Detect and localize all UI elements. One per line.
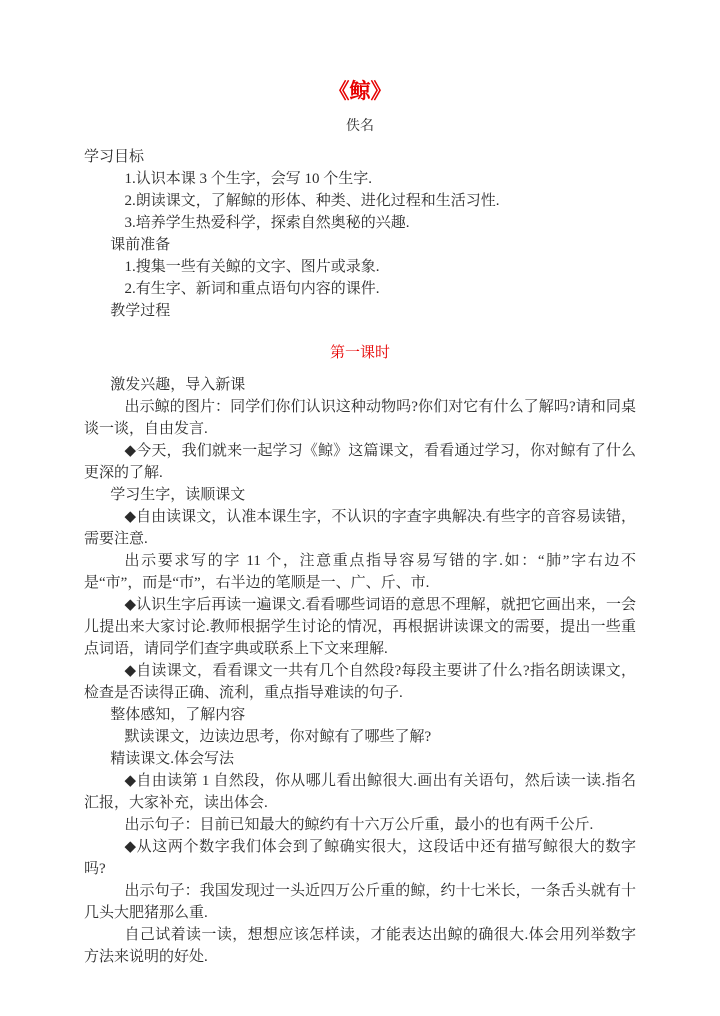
session-title: 第一课时 xyxy=(329,345,390,361)
blank-line xyxy=(84,322,636,342)
body-paragraph: ◆从这两个数字我们体会到了鲸确实很大，这段话中还有描写鲸很大的数字吗? xyxy=(84,839,636,877)
body-paragraph: 默读课文，边读边思考，你对鲸有了哪些了解? xyxy=(124,729,432,745)
body-paragraph: ◆自由读第 1 自然段，你从哪儿看出鲸很大.画出有关语句，然后读一读.指名汇报，大家补充，读出体会. xyxy=(84,773,636,811)
body-paragraph: ◆今天，我们就来一起学习《鲸》这篇课文，看看通过学习，你对鲸有了什么更深的了解. xyxy=(84,443,636,481)
body-paragraph: ◆自读课文，看看课文一共有几个自然段?每段主要讲了什么?指名朗读课文，检查是否读得正确、流利，重点指导难读的句子. xyxy=(84,663,636,701)
body-paragraph: 自己试着读一读，想想应该怎样读，才能表达出鲸的确很大.体会用列举数字方法来说明的好处. xyxy=(84,927,636,965)
section-heading: 激发兴趣，导入新课 xyxy=(110,377,246,393)
document-author: 佚名 xyxy=(346,119,374,134)
body-paragraph: ◆自由读课文，认准本课生字，不认识的字查字典解决.有些字的音容易读错，需要注意. xyxy=(84,509,636,547)
prep-item: 1.搜集一些有关鲸的文字、图片或录象. xyxy=(124,259,380,275)
section-heading: 整体感知，了解内容 xyxy=(110,707,246,723)
goals-heading: 学习目标 xyxy=(84,149,145,165)
process-heading: 教学过程 xyxy=(110,303,171,319)
goal-item: 2.朗读课文，了解鲸的形体、种类、进化过程和生活习性. xyxy=(124,193,500,209)
body-paragraph: 出示句子：目前已知最大的鲸约有十六万公斤重，最小的也有两千公斤. xyxy=(124,817,594,833)
body-paragraph: ◆认识生字后再读一遍课文.看看哪些词语的意思不理解，就把它画出来，一会儿提出来大家讨论.教师根据学生讨论的情况，再根据讲读课文的需要，提出一些重点词语，请同学们查字典或联系上下文来理解. xyxy=(84,597,636,657)
prep-item: 2.有生字、新词和重点语句内容的课件. xyxy=(124,281,380,297)
document-title: 《鲸》 xyxy=(328,79,392,103)
section-heading: 精读课文.体会写法 xyxy=(110,751,235,767)
section-heading: 学习生字，读顺课文 xyxy=(110,487,246,503)
goal-item: 1.认识本课 3 个生字，会写 10 个生字. xyxy=(124,171,373,187)
body-paragraph: 出示要求写的字 11 个，注意重点指导容易写错的字.如：“肺”字右边不是“市”，而是“巿”，右半边的笔顺是一、广、斤、市. xyxy=(84,553,636,591)
body-paragraph: 出示句子：我国发现过一头近四万公斤重的鲸，约十七米长，一条舌头就有十几头大肥猪那么重. xyxy=(84,883,636,921)
prep-heading: 课前准备 xyxy=(110,237,171,253)
body-paragraph: 出示鲸的图片：同学们你们认识这种动物吗?你们对它有什么了解吗?请和同桌谈一谈，自由发言. xyxy=(84,399,636,437)
goal-item: 3.培养学生热爱科学，探索自然奥秘的兴趣. xyxy=(124,215,410,231)
